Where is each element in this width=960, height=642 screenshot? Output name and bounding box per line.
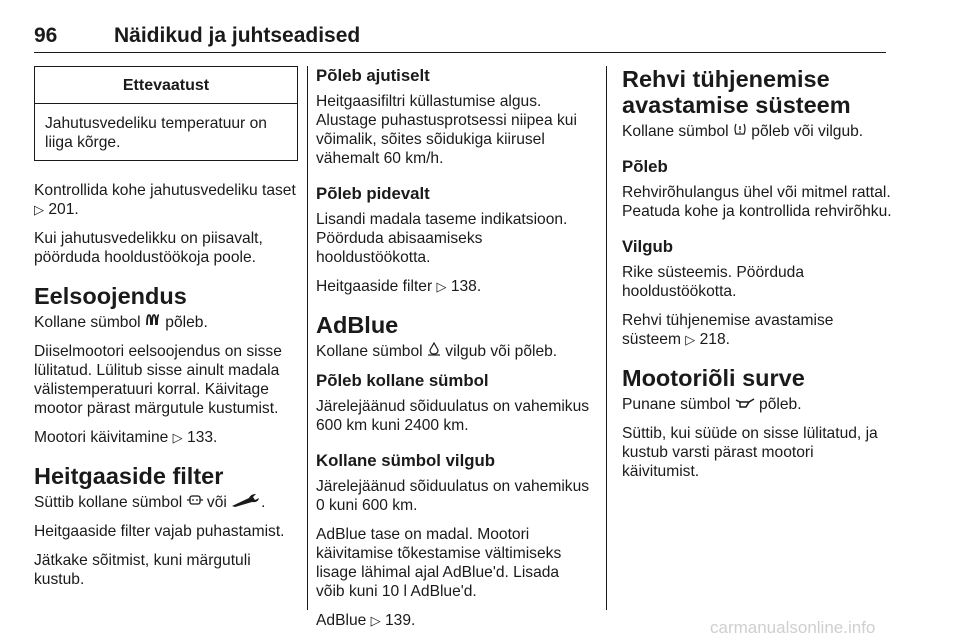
column-divider	[307, 66, 308, 610]
adblue-icon	[427, 342, 441, 361]
warning-box	[34, 66, 298, 161]
glow-plug-icon	[145, 313, 161, 332]
page-ref-link[interactable]: 133.	[187, 429, 218, 446]
section-heading-adblue: AdBlue	[316, 312, 399, 338]
preheat-description: Diiselmootori eelsoojendus on sisse lülitatud. Lülitub sisse ainult madala välistemperatuuri korral. Käivitage mootor pärast märgutule kustumist.	[34, 343, 282, 417]
page-ref-link[interactable]: 138.	[450, 278, 482, 295]
filter-description-2: Jätkake sõitmist, kuni märgutuli kustub.	[34, 552, 251, 588]
page-title: Näidikud ja juhtseadised	[114, 24, 361, 47]
flash-description-2: AdBlue tase on madal. Mootori käivitamise tõkestamise vältimiseks lisage lähimal ajal AdBlue'd. Lisada võib kuni 10 l AdBlue'd.	[316, 526, 562, 600]
page-ref-link[interactable]: 201.	[48, 201, 79, 218]
subheading-yellow-flash: Kollane sümbol vilgub	[316, 451, 496, 470]
ref-arrow-icon: ▷	[172, 430, 183, 445]
subheading-on: Põleb	[622, 157, 668, 176]
section-heading-filter: Heitgaaside filter	[34, 463, 224, 489]
tpms-ref: Rehvi tühjenemise avastamise süsteem ▷ 218.	[622, 312, 834, 348]
filter-description-1: Heitgaaside filter vajab puhastamist.	[34, 523, 285, 540]
constant-description: Lisandi madala taseme indikatsioon. Pöörduda abisaamiseks hooldustöökotta.	[316, 211, 568, 266]
oil-can-icon	[735, 395, 755, 414]
yellow-description: Järelejäänud sõiduulatus on vahemikus 600 km kuni 2400 km.	[316, 398, 590, 434]
column-middle	[316, 66, 592, 640]
engine-start-ref: Mootori käivitamine ▷ 133.	[34, 429, 218, 446]
on-description: Rehvirõhulangus ühel või mitmel rattal. Peatuda kohe ja kontrollida rehvirõhku.	[622, 184, 892, 220]
page-ref-link[interactable]: 218.	[699, 331, 730, 348]
page-ref-link[interactable]: 139.	[384, 612, 416, 629]
coolant-check-text: Kontrollida kohe jahutusvedeliku taset ▷ 201.	[34, 182, 296, 218]
flash-description-1: Järelejäänud sõiduulatus on vahemikus 0 kuni 600 km.	[316, 478, 590, 514]
coolant-service-text: Kui jahutusvedelikku on piisavalt, pöörduda hooldustöökoja poole.	[34, 230, 263, 266]
warning-title: Ettevaatust	[35, 67, 297, 104]
section-heading-oil: Mootoriõli surve	[622, 365, 805, 391]
section-heading-preheat: Eelsoojendus	[34, 283, 187, 309]
watermark: carmanualsonline.info	[710, 618, 876, 637]
ref-arrow-icon: ▷	[685, 332, 696, 347]
particle-filter-icon	[187, 493, 203, 512]
subheading-temporary: Põleb ajutiselt	[316, 66, 430, 85]
adblue-symbol-text: Kollane sümbol vilgub või põleb.	[316, 343, 558, 360]
section-heading-tpms: Rehvi tühjenemise avastamise süsteem	[622, 66, 851, 118]
wrench-icon	[231, 493, 261, 512]
oil-symbol-text: Punane sümbol põleb.	[622, 396, 802, 413]
subheading-constant: Põleb pidevalt	[316, 184, 430, 203]
filter-symbol-text: Süttib kollane sümbol või .	[34, 494, 266, 511]
flash-description: Rike süsteemis. Pöörduda hooldustöökotta.	[622, 264, 805, 300]
oil-description: Süttib, kui süüde on sisse lülitatud, ja kustub varsti pärast mootori käivitumist.	[622, 425, 878, 480]
column-left	[34, 66, 298, 599]
tire-pressure-icon	[733, 122, 747, 141]
adblue-ref: AdBlue ▷ 139.	[316, 612, 416, 629]
tpms-symbol-text: Kollane sümbol põleb või vilgub.	[622, 123, 864, 140]
subheading-flash: Vilgub	[622, 237, 673, 256]
page-header	[34, 22, 886, 53]
ref-arrow-icon: ▷	[34, 202, 44, 217]
filter-ref: Heitgaaside filter ▷ 138.	[316, 278, 482, 295]
warning-text: Jahutusvedeliku temperatuur on liiga kõrge.	[45, 115, 267, 151]
column-right	[622, 66, 892, 491]
column-divider	[606, 66, 607, 610]
temporary-description: Heitgaasifiltri küllastumise algus. Alustage puhastusprotsessi niipea kui võimalik, sõites sõidukiga kiirusel vähemalt 60 km/h.	[316, 93, 577, 167]
ref-arrow-icon: ▷	[436, 279, 447, 294]
preheat-symbol-text: Kollane sümbol põleb.	[34, 314, 208, 331]
page-number: 96	[34, 24, 58, 47]
subheading-yellow: Põleb kollane sümbol	[316, 371, 489, 390]
ref-arrow-icon: ▷	[370, 613, 381, 628]
